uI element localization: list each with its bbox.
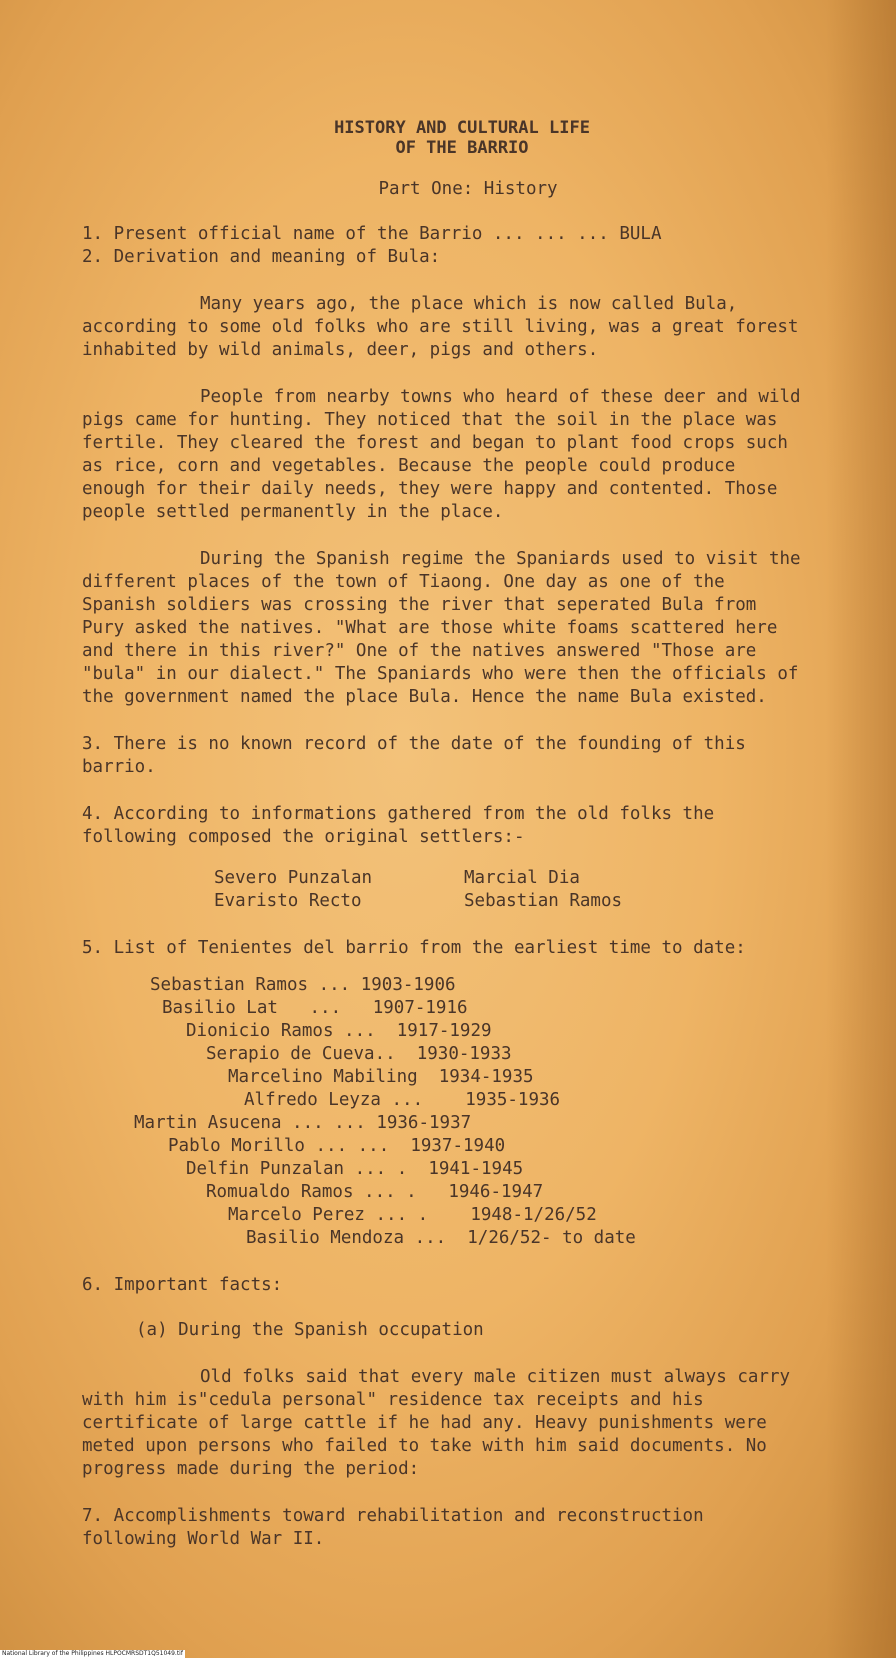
teniente-row: Basilio Mendoza ... 1/26/52- to date [246,1228,636,1248]
document-title: HISTORY AND CULTURAL LIFE [334,118,590,138]
item-6: 6. Important facts: [82,1275,283,1295]
item-3: 3. There is no known record of the date of the founding of this barrio. [82,734,746,777]
teniente-row: Marcelino Mabiling 1934-1935 [228,1067,534,1087]
item-4: 4. According to informations gathered from the old folks the following composed the original settlers:- [82,804,715,847]
teniente-row: Martin Asucena ... ... 1936-1937 [134,1113,472,1133]
item-7: 7. Accomplishments toward rehabilitation and reconstruction following World War II. [82,1506,704,1549]
document-subtitle: OF THE BARRIO [395,138,529,158]
part-heading: Part One: History [378,179,558,199]
settler-name: Evaristo Recto [214,891,362,911]
teniente-row: Dionicio Ramos ... 1917-1929 [186,1021,492,1041]
archive-footer: National Library of the Philippines HLPOCMRSDT1Q51049.tif [2,1650,183,1657]
item-5: 5. List of Tenientes del barrio from the earliest time to date: [82,938,746,958]
teniente-row: Marcelo Perez ... . 1948-1/26/52 [228,1205,597,1225]
teniente-row: Alfredo Leyza ... 1935-1936 [244,1090,561,1110]
teniente-row: Serapio de Cueva.. 1930-1933 [206,1044,512,1064]
tenientes-list [82,974,802,1250]
teniente-row: Delfin Punzalan ... . 1941-1945 [186,1159,524,1179]
teniente-row: Sebastian Ramos ... 1903-1906 [150,975,456,995]
teniente-row: Pablo Morillo ... ... 1937-1940 [168,1136,506,1156]
settler-name: Marcial Dia [464,868,580,888]
settler-name: Sebastian Ramos [464,891,623,911]
paragraph-2: People from nearby towns who heard of these deer and wild pigs came for hunting. They noticed that the soil in the place was fertile. They cleared the forest and began to plant food crops such as rice, corn and vegetables. Because the people could produce enough for their daily needs, they were happy and contented. Those people settled permanently in the place. [82,387,801,522]
page-edge-shadow [826,0,896,1658]
paragraph-3: During the Spanish regime the Spaniards used to visit the different places of the town of Tiaong. One day as one of the Spanish soldiers was crossing the river that seperated Bula from Pury asked the natives. "What are those white foams scattered here and there in this river?" One of the natives answered "Those are "bula" in our dialect." The Spaniards who were then the officials of the government named the place Bula. Hence the name Bula existed. [82,549,801,707]
teniente-row: Basilio Lat ... 1907-1916 [162,998,468,1018]
item-6a: (a) During the Spanish occupation [136,1320,484,1340]
document-page [82,118,802,1551]
teniente-row: Romualdo Ramos ... . 1946-1947 [206,1182,544,1202]
item-1: 1. Present official name of the Barrio ... ... ... BULA [82,224,662,244]
settler-name: Severo Punzalan [214,868,373,888]
settlers-list [214,867,802,913]
item-2: 2. Derivation and meaning of Bula: [82,247,441,267]
paragraph-1: Many years ago, the place which is now called Bula, according to some old folks who are still living, was a great forest inhabited by wild animals, deer, pigs and others. [82,294,799,360]
paragraph-4: Old folks said that every male citizen must always carry with him is"cedula personal" residence tax receipts and his certificate of large cattle if he had any. Heavy punishments were meted upon persons who failed to take with him said documents. No progress made during the period: [82,1367,791,1479]
